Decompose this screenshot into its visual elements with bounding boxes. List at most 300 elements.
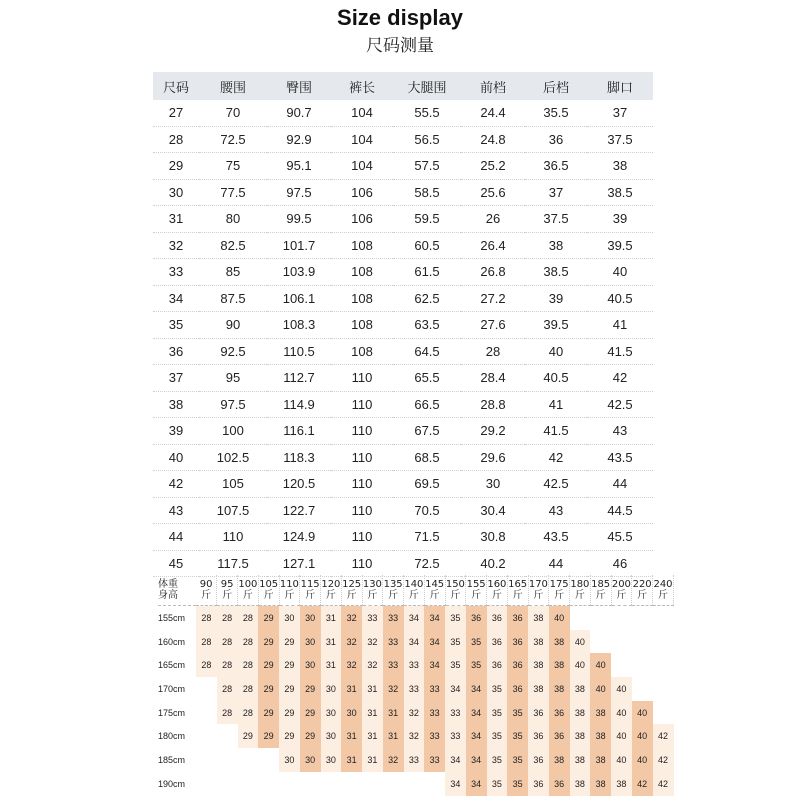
height-row-label: 165cm (158, 660, 186, 671)
table-cell: 100 (199, 418, 267, 445)
size-cell: 34 (445, 748, 466, 772)
size-cell: 29 (258, 724, 279, 748)
column-header: 前档 (461, 72, 525, 100)
table-cell: 44 (587, 471, 653, 498)
weight-unit: 斤 (263, 590, 274, 601)
table-cell: 102.5 (199, 444, 267, 471)
table-cell: 110 (331, 365, 393, 392)
table-row (158, 630, 674, 654)
size-cell: 40 (611, 701, 632, 725)
size-cell: 34 (466, 772, 487, 796)
size-cell: 34 (466, 748, 487, 772)
size-cell: 40 (570, 653, 591, 677)
size-cell (321, 772, 342, 796)
size-cell: 36 (528, 748, 549, 772)
table-cell: 42.5 (525, 471, 587, 498)
table-cell: 72.5 (393, 550, 461, 577)
weight-column-header (445, 575, 466, 606)
table-cell: 28.8 (461, 391, 525, 418)
size-cell (279, 772, 300, 796)
table-cell: 41.5 (525, 418, 587, 445)
weight-unit: 斤 (429, 590, 440, 601)
table-cell: 35.5 (525, 100, 587, 126)
column-header: 尺码 (153, 72, 199, 100)
size-cell: 35 (445, 630, 466, 654)
size-cell: 42 (653, 772, 674, 796)
table-cell: 43.5 (525, 524, 587, 551)
size-cell: 28 (238, 630, 259, 654)
table-cell: 63.5 (393, 312, 461, 339)
weight-value: 130 (362, 579, 382, 590)
table-cell: 36.5 (525, 153, 587, 180)
table-cell: 45 (153, 550, 199, 577)
size-cell: 33 (424, 701, 445, 725)
table-cell: 116.1 (267, 418, 331, 445)
size-cell (632, 606, 653, 630)
table-row (158, 606, 674, 630)
table-cell: 58.5 (393, 179, 461, 206)
table-cell: 110 (331, 391, 393, 418)
table-cell: 39 (587, 206, 653, 233)
size-cell: 31 (341, 677, 362, 701)
size-cell: 38 (590, 724, 611, 748)
table-cell: 39 (525, 285, 587, 312)
table-cell: 70 (199, 100, 267, 126)
size-cell: 28 (217, 653, 238, 677)
table-cell: 110 (331, 524, 393, 551)
size-cell: 34 (466, 677, 487, 701)
size-cell: 33 (383, 606, 404, 630)
size-cell: 36 (528, 724, 549, 748)
size-cell: 36 (549, 701, 570, 725)
weight-column-header (196, 575, 217, 606)
size-cell: 33 (424, 677, 445, 701)
column-header: 腰围 (199, 72, 267, 100)
size-cell: 33 (362, 606, 383, 630)
size-cell: 34 (466, 724, 487, 748)
size-cell: 29 (258, 653, 279, 677)
weight-value: 145 (425, 579, 445, 590)
size-cell (632, 630, 653, 654)
height-row-label: 180cm (158, 731, 186, 742)
size-cell: 36 (487, 653, 508, 677)
corner-height-label: 身高 (158, 590, 178, 601)
weight-column-header (466, 575, 487, 606)
size-cell: 32 (341, 653, 362, 677)
size-cell (300, 772, 321, 796)
size-cell: 30 (321, 748, 342, 772)
size-cell: 34 (424, 606, 445, 630)
weight-unit: 斤 (284, 590, 295, 601)
size-cell (196, 701, 217, 725)
table-cell: 87.5 (199, 285, 267, 312)
table-cell: 39.5 (525, 312, 587, 339)
table-cell: 82.5 (199, 232, 267, 259)
size-cell: 40 (590, 677, 611, 701)
size-cell (611, 606, 632, 630)
height-row-label: 190cm (158, 778, 186, 789)
size-cell (653, 630, 674, 654)
table-cell: 106 (331, 206, 393, 233)
size-cell: 38 (528, 677, 549, 701)
size-cell: 33 (383, 630, 404, 654)
size-cell: 33 (404, 748, 425, 772)
table-cell: 118.3 (267, 444, 331, 471)
size-cell: 40 (632, 748, 653, 772)
size-cell: 31 (383, 724, 404, 748)
weight-value: 120 (321, 579, 341, 590)
size-cell: 35 (445, 606, 466, 630)
size-cell: 29 (279, 701, 300, 725)
table-cell: 39 (153, 418, 199, 445)
table-row (153, 444, 653, 471)
size-cell: 38 (570, 677, 591, 701)
size-table-body (153, 100, 653, 577)
weight-column-header (258, 575, 279, 606)
size-cell: 32 (341, 606, 362, 630)
table-cell: 90 (199, 312, 267, 339)
table-cell: 30.8 (461, 524, 525, 551)
size-cell: 35 (487, 677, 508, 701)
weight-table-body (158, 606, 674, 796)
weight-column-header (404, 575, 425, 606)
table-cell: 35 (153, 312, 199, 339)
weight-column-header (632, 575, 653, 606)
size-cell: 32 (383, 748, 404, 772)
size-cell: 31 (362, 724, 383, 748)
table-cell: 114.9 (267, 391, 331, 418)
weight-unit: 斤 (346, 590, 357, 601)
table-cell: 40 (153, 444, 199, 471)
weight-value: 95 (220, 579, 234, 590)
size-cell (196, 677, 217, 701)
table-row (153, 471, 653, 498)
weight-value: 220 (632, 579, 652, 590)
table-cell: 28 (153, 126, 199, 153)
table-cell: 24.8 (461, 126, 525, 153)
table-cell: 92.5 (199, 338, 267, 365)
size-cell: 35 (466, 630, 487, 654)
weight-unit: 斤 (201, 590, 212, 601)
size-cell (196, 724, 217, 748)
size-cell: 35 (487, 724, 508, 748)
size-cell: 28 (238, 606, 259, 630)
size-cell: 38 (528, 606, 549, 630)
weight-value: 165 (508, 579, 528, 590)
table-cell: 30.4 (461, 497, 525, 524)
size-cell: 34 (424, 630, 445, 654)
table-cell: 27.6 (461, 312, 525, 339)
weight-column-header (341, 575, 362, 606)
table-cell: 72.5 (199, 126, 267, 153)
table-cell: 37 (525, 179, 587, 206)
weight-value: 110 (279, 579, 299, 590)
size-cell (632, 677, 653, 701)
table-cell: 69.5 (393, 471, 461, 498)
column-header: 裤长 (331, 72, 393, 100)
table-cell: 103.9 (267, 259, 331, 286)
size-cell: 38 (570, 748, 591, 772)
weight-column-header (217, 575, 238, 606)
size-cell: 32 (341, 630, 362, 654)
size-cell: 36 (507, 606, 528, 630)
size-cell: 33 (404, 653, 425, 677)
size-cell: 35 (445, 653, 466, 677)
table-cell: 28 (461, 338, 525, 365)
size-cell: 33 (404, 677, 425, 701)
weight-value: 105 (259, 579, 279, 590)
size-cell: 34 (445, 677, 466, 701)
size-cell: 38 (570, 724, 591, 748)
size-cell: 28 (196, 630, 217, 654)
table-cell: 28.4 (461, 365, 525, 392)
size-cell: 32 (404, 724, 425, 748)
size-cell: 32 (404, 701, 425, 725)
table-cell: 108 (331, 338, 393, 365)
table-row (153, 418, 653, 445)
size-cell: 30 (279, 748, 300, 772)
size-cell: 36 (507, 630, 528, 654)
weight-column-header (238, 575, 259, 606)
size-cell: 35 (507, 701, 528, 725)
table-row (153, 100, 653, 126)
table-cell: 106 (331, 179, 393, 206)
size-cell: 30 (300, 630, 321, 654)
size-cell: 38 (549, 630, 570, 654)
weight-value: 100 (238, 579, 258, 590)
table-cell: 55.5 (393, 100, 461, 126)
size-cell: 30 (300, 748, 321, 772)
table-cell: 41 (525, 391, 587, 418)
table-cell: 40 (525, 338, 587, 365)
table-cell: 44 (153, 524, 199, 551)
weight-value: 115 (300, 579, 320, 590)
size-cell: 42 (653, 748, 674, 772)
table-cell: 45.5 (587, 524, 653, 551)
table-cell: 38.5 (525, 259, 587, 286)
table-cell: 110 (331, 497, 393, 524)
table-row (158, 748, 674, 772)
table-cell: 37.5 (587, 126, 653, 153)
size-cell: 28 (196, 653, 217, 677)
table-cell: 112.7 (267, 365, 331, 392)
size-cell: 42 (653, 724, 674, 748)
table-cell: 110.5 (267, 338, 331, 365)
weight-unit: 斤 (554, 590, 565, 601)
weight-unit: 斤 (574, 590, 585, 601)
table-cell: 31 (153, 206, 199, 233)
table-cell: 95.1 (267, 153, 331, 180)
table-cell: 38 (153, 391, 199, 418)
table-cell: 110 (331, 444, 393, 471)
table-cell: 34 (153, 285, 199, 312)
size-cell: 34 (466, 701, 487, 725)
size-cell: 38 (611, 772, 632, 796)
table-cell: 44 (525, 550, 587, 577)
table-cell: 36 (153, 338, 199, 365)
weight-value: 90 (199, 579, 213, 590)
weight-height-corner-label (158, 575, 196, 606)
table-cell: 120.5 (267, 471, 331, 498)
size-cell: 28 (217, 630, 238, 654)
size-cell (238, 772, 259, 796)
size-cell: 31 (341, 724, 362, 748)
table-cell: 24.4 (461, 100, 525, 126)
weight-column-header (424, 575, 445, 606)
weight-unit: 斤 (325, 590, 336, 601)
table-row (158, 653, 674, 677)
table-cell: 127.1 (267, 550, 331, 577)
size-cell: 36 (487, 630, 508, 654)
size-cell: 32 (383, 677, 404, 701)
size-cell (238, 748, 259, 772)
table-row (158, 701, 674, 725)
table-cell: 46 (587, 550, 653, 577)
size-cell (217, 772, 238, 796)
size-cell (404, 772, 425, 796)
size-cell: 29 (238, 724, 259, 748)
table-cell: 38 (587, 153, 653, 180)
table-cell: 70.5 (393, 497, 461, 524)
size-cell: 40 (632, 724, 653, 748)
weight-column-header (300, 575, 321, 606)
size-cell: 29 (279, 677, 300, 701)
column-header: 脚口 (587, 72, 653, 100)
table-cell: 117.5 (199, 550, 267, 577)
table-cell: 29.2 (461, 418, 525, 445)
size-cell (590, 630, 611, 654)
table-cell: 37 (153, 365, 199, 392)
size-cell: 31 (362, 677, 383, 701)
weight-column-header (590, 575, 611, 606)
size-cell (258, 772, 279, 796)
size-cell: 36 (466, 606, 487, 630)
table-row (153, 206, 653, 233)
size-cell: 34 (424, 653, 445, 677)
table-row (158, 772, 674, 796)
size-cell (632, 653, 653, 677)
weight-value: 125 (342, 579, 362, 590)
size-cell: 36 (549, 772, 570, 796)
table-cell: 29 (153, 153, 199, 180)
table-cell: 110 (199, 524, 267, 551)
size-cell: 29 (279, 630, 300, 654)
weight-value: 155 (466, 579, 486, 590)
weight-unit: 斤 (471, 590, 482, 601)
table-cell: 71.5 (393, 524, 461, 551)
size-cell: 30 (300, 653, 321, 677)
table-row (153, 312, 653, 339)
weight-column-header (549, 575, 570, 606)
size-cell (653, 677, 674, 701)
size-cell: 35 (507, 724, 528, 748)
table-cell: 25.6 (461, 179, 525, 206)
size-cell: 28 (238, 701, 259, 725)
size-cell: 38 (590, 701, 611, 725)
size-cell: 38 (549, 677, 570, 701)
size-cell (611, 653, 632, 677)
table-cell: 101.7 (267, 232, 331, 259)
size-cell: 42 (632, 772, 653, 796)
size-cell: 40 (611, 724, 632, 748)
weight-value: 160 (487, 579, 507, 590)
weight-unit: 斤 (616, 590, 627, 601)
table-cell: 106.1 (267, 285, 331, 312)
size-cell: 36 (549, 724, 570, 748)
size-cell: 40 (611, 748, 632, 772)
table-cell: 64.5 (393, 338, 461, 365)
table-row (153, 524, 653, 551)
weight-value: 150 (445, 579, 465, 590)
table-cell: 60.5 (393, 232, 461, 259)
size-cell: 30 (321, 724, 342, 748)
size-cell: 30 (279, 606, 300, 630)
table-cell: 26 (461, 206, 525, 233)
table-row (153, 497, 653, 524)
weight-value: 170 (528, 579, 548, 590)
weight-unit: 斤 (450, 590, 461, 601)
size-cell: 28 (217, 701, 238, 725)
size-cell: 38 (570, 772, 591, 796)
size-cell: 33 (445, 701, 466, 725)
size-cell (341, 772, 362, 796)
weight-height-size-table (158, 575, 674, 796)
table-cell: 95 (199, 365, 267, 392)
size-cell: 35 (487, 772, 508, 796)
table-row (153, 153, 653, 180)
weight-column-header (383, 575, 404, 606)
table-cell: 44.5 (587, 497, 653, 524)
table-cell: 108 (331, 259, 393, 286)
table-cell: 110 (331, 471, 393, 498)
size-chart-table (153, 72, 653, 577)
table-cell: 97.5 (267, 179, 331, 206)
size-cell: 30 (321, 701, 342, 725)
weight-column-header (279, 575, 300, 606)
size-cell: 31 (321, 630, 342, 654)
weight-column-header (653, 575, 674, 606)
table-cell: 43 (525, 497, 587, 524)
size-cell: 28 (217, 677, 238, 701)
weight-unit: 斤 (305, 590, 316, 601)
size-cell: 29 (279, 653, 300, 677)
table-cell: 42 (525, 444, 587, 471)
size-cell: 29 (258, 701, 279, 725)
size-cell: 33 (445, 724, 466, 748)
size-cell (196, 772, 217, 796)
weight-column-header (362, 575, 383, 606)
page-subtitle: 尺码测量 (366, 36, 434, 56)
weight-column-header (611, 575, 632, 606)
weight-value: 135 (383, 579, 403, 590)
size-cell: 38 (590, 772, 611, 796)
size-cell: 30 (300, 606, 321, 630)
table-row (158, 724, 674, 748)
size-cell (570, 606, 591, 630)
weight-column-header (321, 575, 342, 606)
size-cell: 28 (196, 606, 217, 630)
table-cell: 27.2 (461, 285, 525, 312)
size-cell: 29 (300, 677, 321, 701)
size-cell: 36 (507, 677, 528, 701)
size-cell (653, 701, 674, 725)
weight-unit: 斤 (512, 590, 523, 601)
table-cell: 37 (587, 100, 653, 126)
table-cell: 66.5 (393, 391, 461, 418)
table-cell: 42.5 (587, 391, 653, 418)
size-cell: 28 (217, 606, 238, 630)
size-cell: 29 (258, 606, 279, 630)
